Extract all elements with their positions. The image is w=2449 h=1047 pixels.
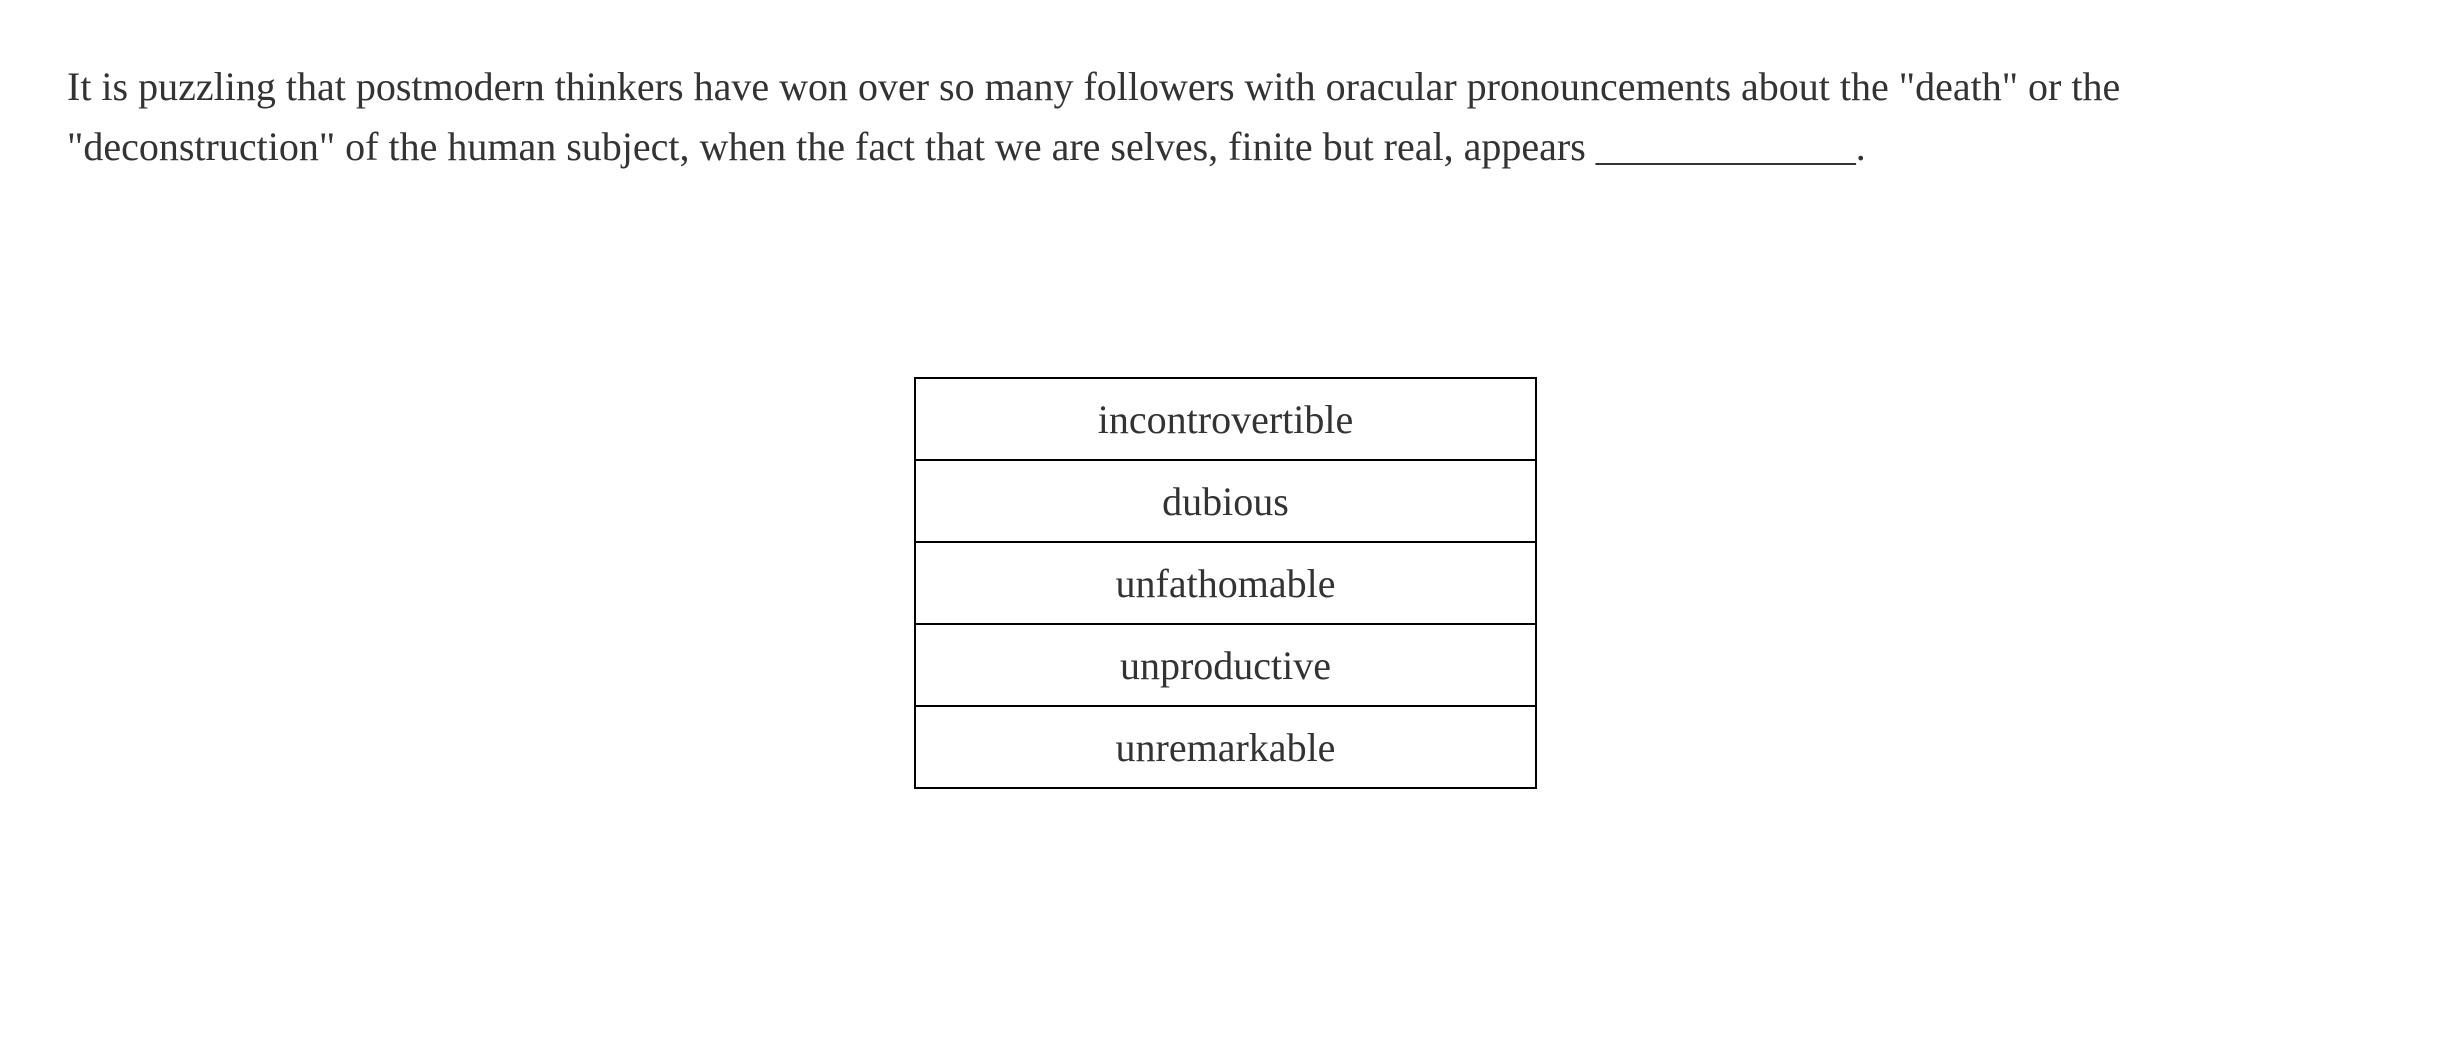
question-text	[67, 57, 2387, 177]
choice-dubious[interactable]: dubious	[916, 461, 1535, 543]
question-line-1: It is puzzling that postmodern thinkers have won over so many followers with oracular pronouncements about the "death" or the	[67, 64, 2121, 109]
question-line-2-text: "deconstruction" of the human subject, when the fact that we are selves, finite but real, appears	[67, 124, 1586, 169]
choice-unremarkable[interactable]: unremarkable	[916, 707, 1535, 787]
choice-unfathomable[interactable]: unfathomable	[916, 543, 1535, 625]
choice-unproductive[interactable]: unproductive	[916, 625, 1535, 707]
question-period: .	[1855, 124, 1866, 169]
answer-blank: _____________	[1595, 124, 1856, 169]
answer-choices	[914, 377, 1537, 789]
choice-incontrovertible[interactable]: incontrovertible	[916, 379, 1535, 461]
question-line-2	[67, 117, 2387, 177]
